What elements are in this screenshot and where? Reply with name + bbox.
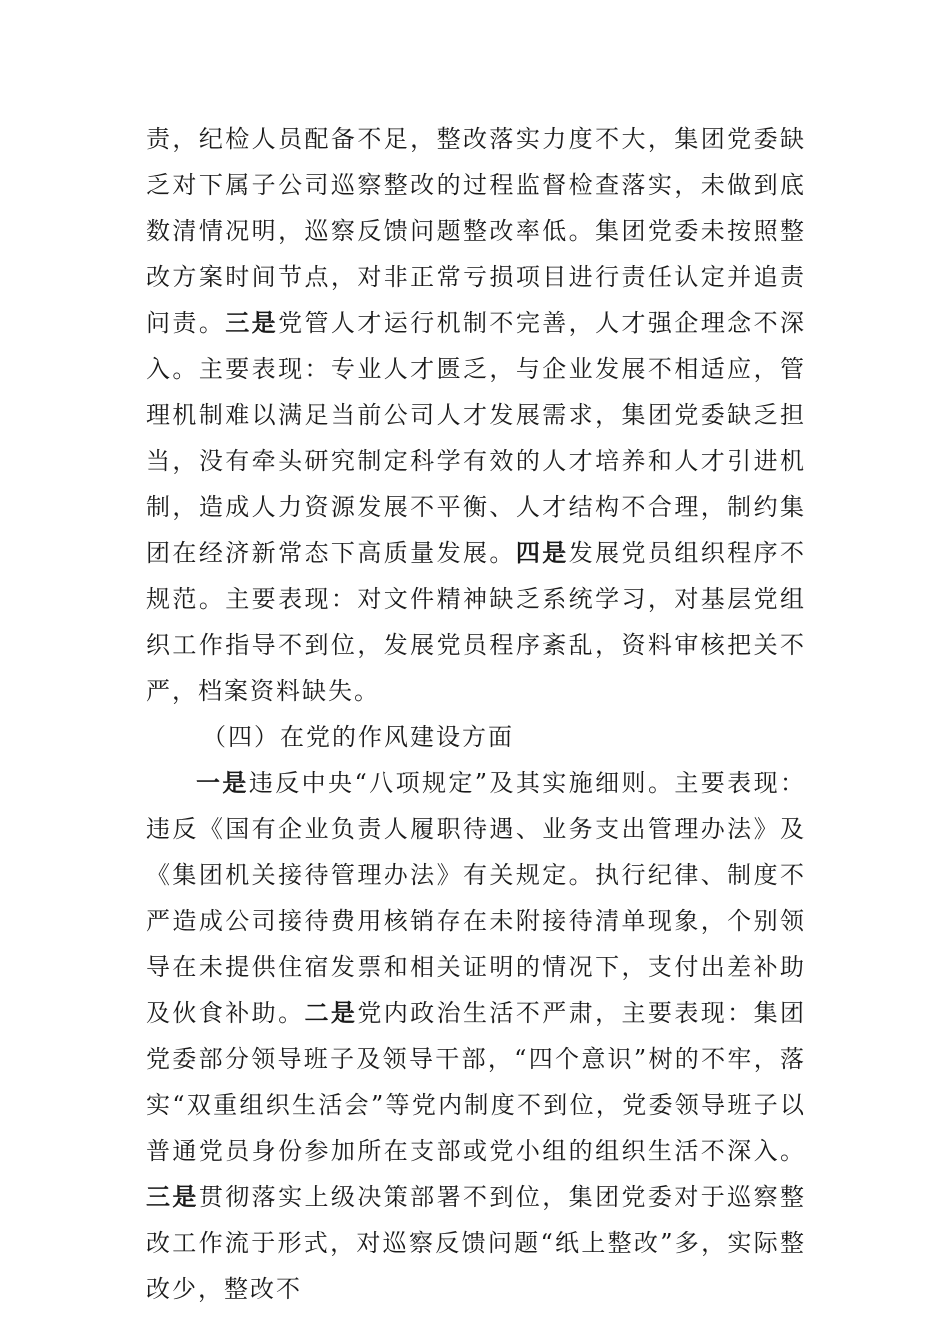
document-body — [146, 116, 806, 1312]
text-segment: 贯彻落实上级决策部署不到位，集团党委对于巡察整改工作流于形式，对巡察反馈问题“纸上整改”多，实际整改少，整改不 — [146, 1183, 807, 1303]
text-segment: 党内政治生活不严肃，主要表现：集团党委部分领导班子及领导干部，“四个意识”树的不牢，落实“双重组织生活会”等党内制度不到位，党委领导班子以普通党员身份参加所在支部或党小组的组织生活不深入。 — [146, 999, 807, 1165]
paragraph-party-building — [146, 116, 806, 714]
text-segment: 违反中央“八项规定”及其实施细则。主要表现：违反《国有企业负责人履职待遇、业务支出管理办法》及《集团机关接待管理办法》有关规定。执行纪律、制度不严造成公司接待费用核销存在未附接待清单现象，个别领导在未提供住宿发票和相关证明的情况下，支付出差补助及伙食补助。 — [146, 769, 806, 1027]
text-segment: 党管人才运行机制不完善，人才强企理念不深入。主要表现：专业人才匮乏，与企业发展不相适应，管理机制难以满足当前公司人才发展需求，集团党委缺乏担当，没有牵头研究制定科学有效的人才培养和人才引进机制，造成人力资源发展不平衡、人才结构不合理，制约集团在经济新常态下高质量发展。 — [146, 309, 807, 567]
text-segment: 发展党员组织程序不规范。主要表现：对文件精神缺乏系统学习，对基层党组织工作指导不到位，发展党员程序紊乱，资料审核把关不严，档案资料缺失。 — [146, 539, 807, 705]
bold-marker: 三是 — [146, 1182, 199, 1211]
bold-marker: 四是 — [515, 538, 569, 567]
bold-marker: 一是 — [196, 768, 249, 797]
bold-marker: 二是 — [304, 998, 358, 1027]
paragraph-work-style — [146, 760, 806, 1312]
bold-marker: 三是 — [225, 308, 279, 337]
text-segment: 责，纪检人员配备不足，整改落实力度不大，集团党委缺乏对下属子公司巡察整改的过程监督检查落实，未做到底数清情况明，巡察反馈问题整改率低。集团党委未按照整改方案时间节点，对非正常亏损项目进行责任认定并追责问责。 — [146, 125, 806, 337]
section-heading: （四）在党的作风建设方面 — [202, 723, 514, 751]
